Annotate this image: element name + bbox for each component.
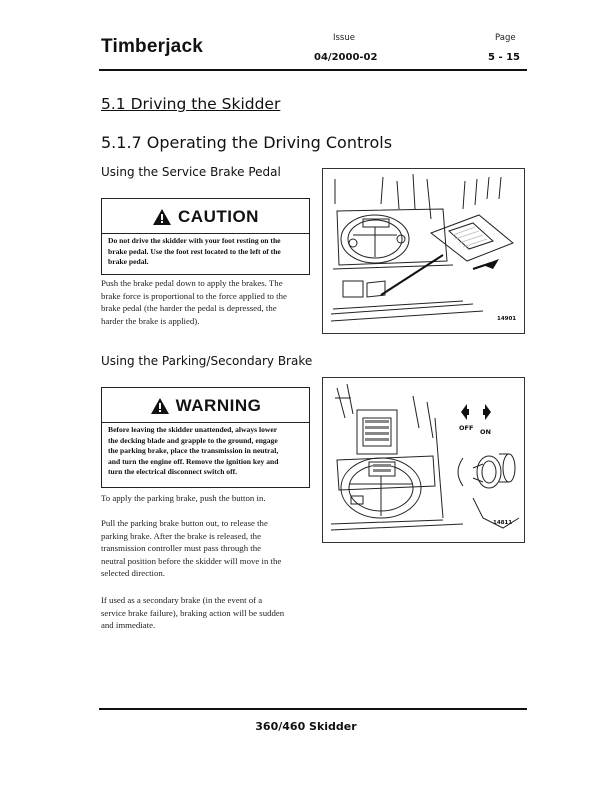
secondary-brake-paragraph: If used as a secondary brake (in the event of a service brake failure), braking action will be sudden and immediate. [101, 595, 285, 631]
warning-text: Before leaving the skidder unattended, always lower the decking blade and grapple to the ground, engage the parking brake, place the transmission in neutral, and turn the engine off. Remove the ignition key and turn the electrical disconnect switch off. [102, 422, 309, 478]
off-label: OFF [459, 424, 474, 432]
warning-triangle-icon [150, 397, 170, 415]
caution-box [101, 198, 310, 275]
parking-brake-figure [322, 377, 525, 543]
caution-title: CAUTION [178, 207, 259, 226]
service-brake-heading: Using the Service Brake Pedal [101, 165, 281, 179]
caution-triangle-icon [152, 208, 172, 226]
subsection-title: 5.1.7 Operating the Driving Controls [101, 133, 393, 152]
page-value: 5 - 15 [488, 52, 520, 63]
on-label: ON [480, 428, 491, 436]
warning-title: WARNING [175, 396, 262, 415]
caution-text: Do not drive the skidder with your foot resting on the brake pedal. Use the foot rest located to the left of the brake pedal. [102, 233, 309, 268]
section-title: 5.1 Driving the Skidder [101, 95, 281, 113]
parking-brake-figure-number: 14811 [493, 520, 513, 526]
header-rule [99, 69, 527, 71]
parking-brake-heading: Using the Parking/Secondary Brake [101, 354, 313, 368]
warning-box [101, 387, 310, 488]
issue-value: 04/2000-02 [314, 52, 378, 63]
brake-pedal-illustration [323, 169, 523, 332]
brand-logo-text: Timberjack [101, 36, 203, 57]
service-brake-paragraph: Push the brake pedal down to apply the brakes. The brake force is proportional to the force applied to the brake pedal (the harder the pedal is depressed, the harder the brake is applied). [101, 278, 287, 326]
footer-model: 360/460 Skidder [255, 720, 357, 733]
footer-rule [99, 708, 527, 710]
service-brake-figure-number: 14901 [497, 316, 517, 322]
parking-brake-illustration [323, 378, 523, 541]
page-label: Page [495, 33, 516, 43]
issue-label: Issue [333, 33, 355, 43]
parking-brake-apply-text: To apply the parking brake, push the button in. [101, 493, 266, 503]
service-brake-figure [322, 168, 525, 334]
parking-brake-release-paragraph: Pull the parking brake button out, to release the parking brake. After the brake is released, the transmission controller must pass through the neutral position before the skidder will move in the selected direction. [101, 518, 282, 579]
